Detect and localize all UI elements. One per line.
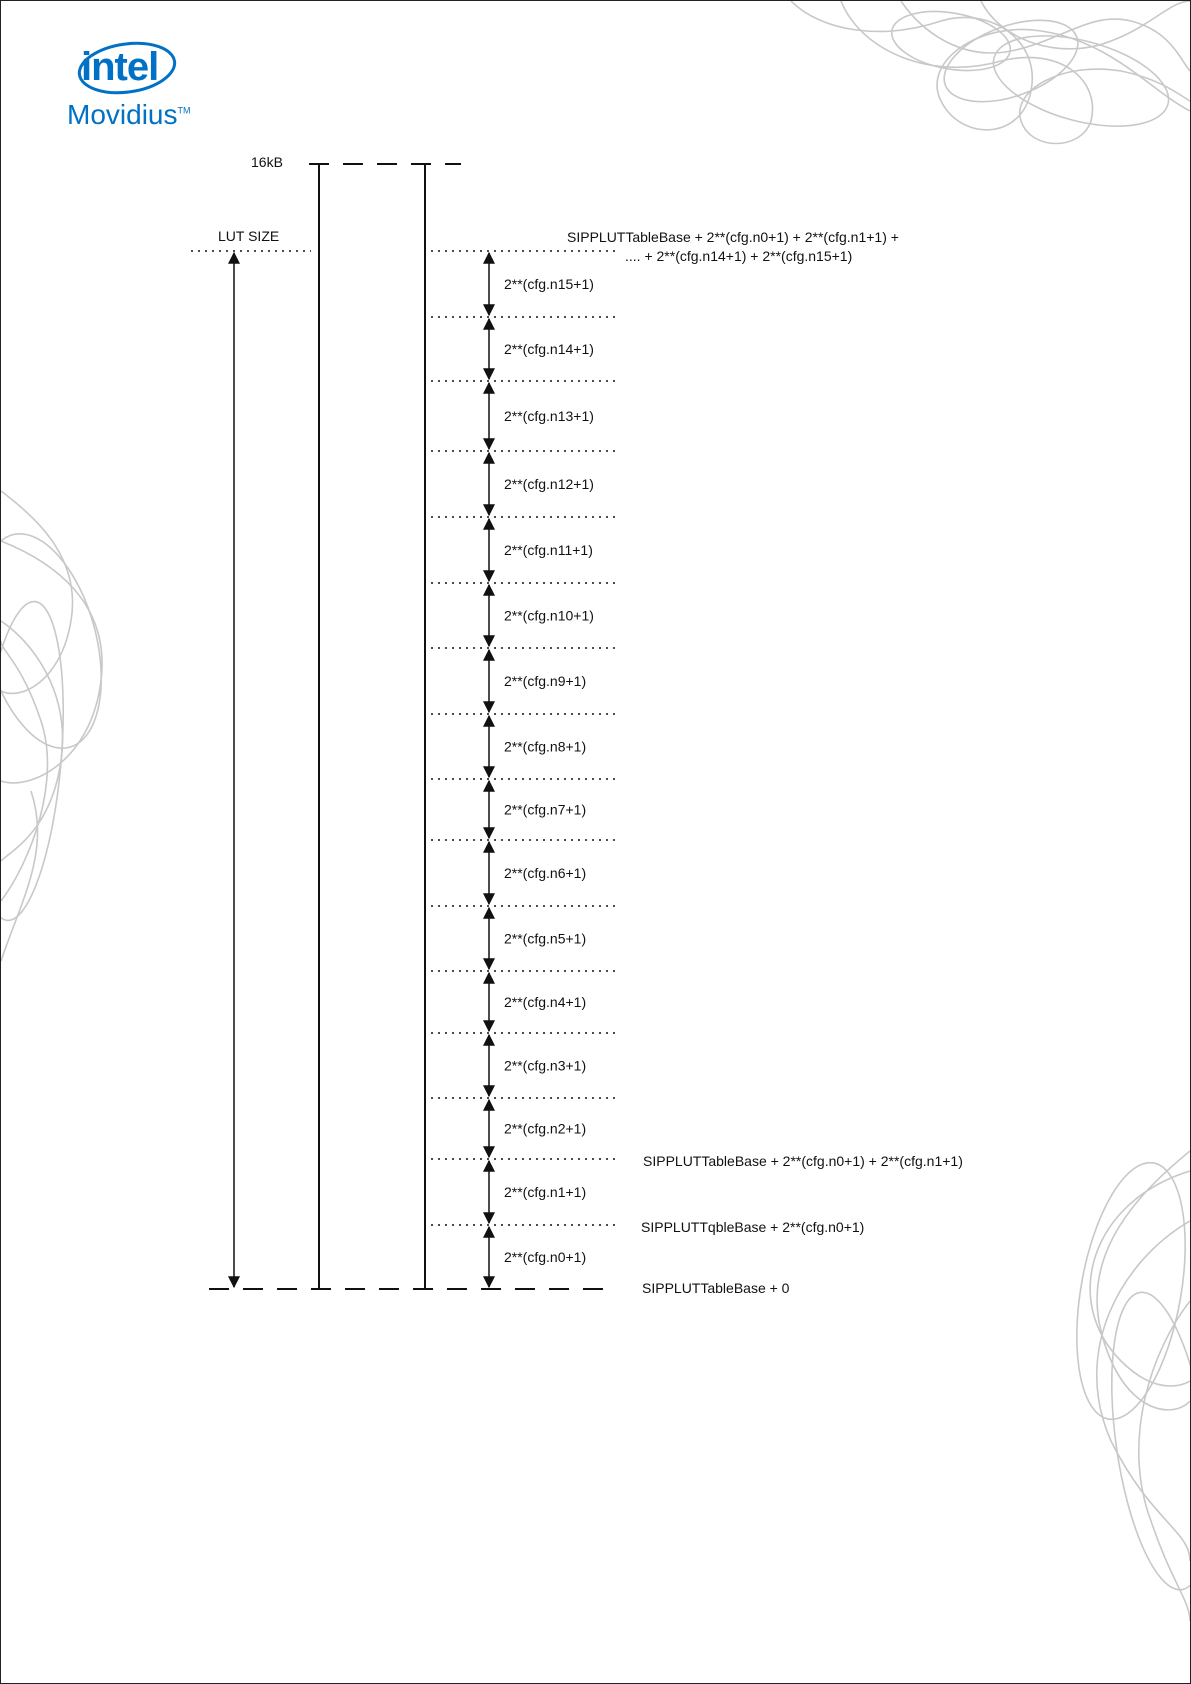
segment-size-label: 2**(cfg.n6+1) <box>504 865 587 881</box>
label-16kb: 16kB <box>251 154 283 170</box>
label-address-base: SIPPLUTTableBase + 0 <box>642 1280 790 1296</box>
segment-size-label: 2**(cfg.n13+1) <box>504 408 594 424</box>
segment-size-label: 2**(cfg.n15+1) <box>504 276 594 292</box>
segment-size-label: 2**(cfg.n3+1) <box>504 1057 587 1074</box>
label-lut-size: LUT SIZE <box>218 228 280 244</box>
segment-size-label: 2**(cfg.n7+1) <box>504 801 587 818</box>
segments-group <box>431 251 616 1287</box>
segment-size-label: 2**(cfg.n11+1) <box>504 542 593 558</box>
logo-product-name: Movidius™ <box>67 99 191 130</box>
segment-size-label: 2**(cfg.n9+1) <box>504 673 587 689</box>
segment-size-label: 2**(cfg.n0+1) <box>504 1249 587 1265</box>
label-top-address-line2: .... + 2**(cfg.n14+1) + 2**(cfg.n15+1) <box>625 248 853 264</box>
segment-size-label: 2**(cfg.n5+1) <box>504 930 587 947</box>
segment-size-label: 2**(cfg.n1+1) <box>504 1184 587 1200</box>
lut-memory-layout-diagram <box>1 1 1190 1683</box>
segment-size-label: 2**(cfg.n10+1) <box>504 607 594 624</box>
segment-size-label: 2**(cfg.n8+1) <box>504 738 587 755</box>
logo-word: intel <box>81 45 159 89</box>
label-address-n0-n1: SIPPLUTTableBase + 2**(cfg.n0+1) + 2**(cfg.n1+1) <box>643 1153 963 1169</box>
segment-size-label: 2**(cfg.n2+1) <box>504 1120 587 1137</box>
label-address-n0: SIPPLUTTqbleBase + 2**(cfg.n0+1) <box>641 1219 865 1235</box>
segment-size-label: 2**(cfg.n12+1) <box>504 476 594 492</box>
label-top-address-line1: SIPPLUTTableBase + 2**(cfg.n0+1) + 2**(cfg.n1+1) + <box>567 229 899 245</box>
segment-size-label: 2**(cfg.n4+1) <box>504 994 587 1010</box>
segment-size-label: 2**(cfg.n14+1) <box>504 341 594 357</box>
